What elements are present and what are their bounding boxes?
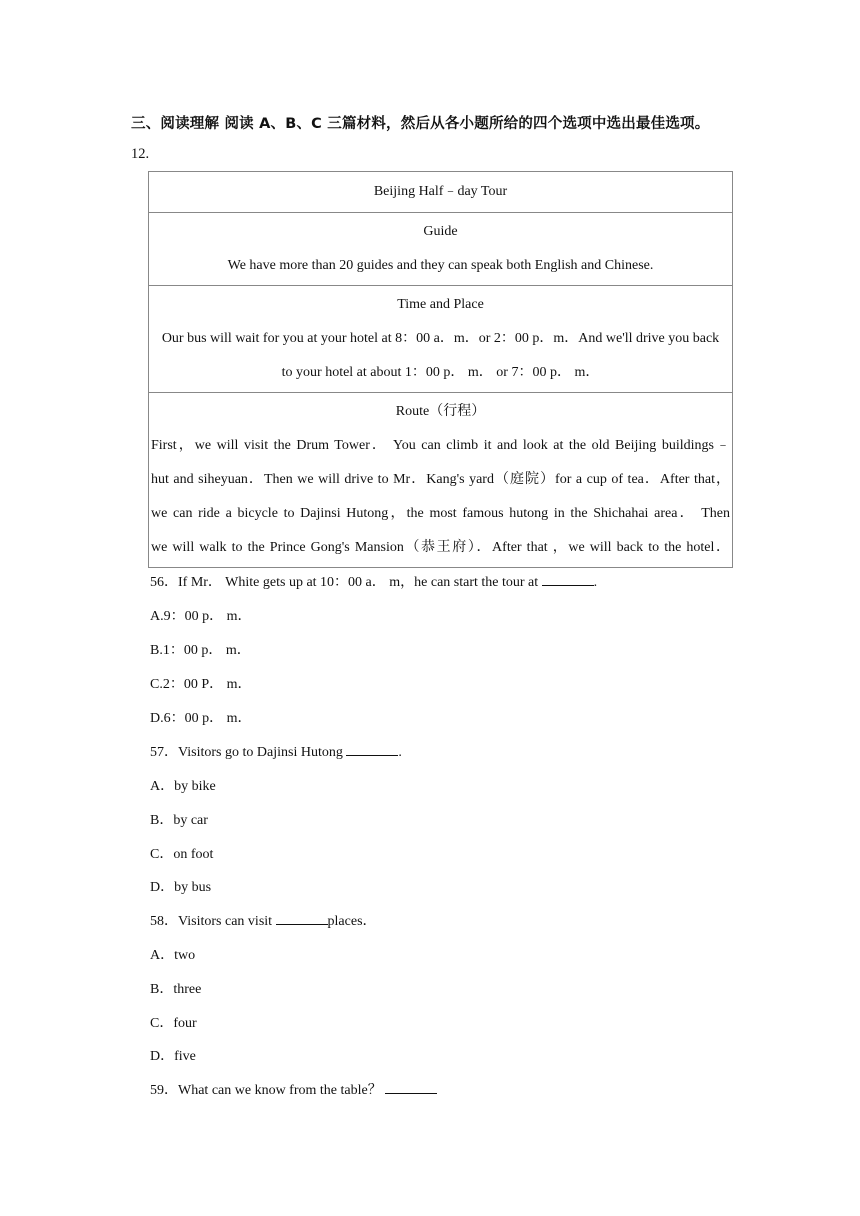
route-line: hut and siheyuan．Then we will drive to Mr．Kang's yard（庭院）for a cup of tea．After that， [151,472,730,487]
option-b: B．by car [150,813,208,828]
option-a: A.9：00 p． m． [150,609,252,624]
question-59-stem: 59．What can we know from the table？ [150,1079,437,1099]
guide-line: We have more than 20 guides and they can speak both English and Chinese. [227,258,654,273]
guide-heading: Guide [423,224,458,239]
option-c: C.2：00 P． m． [150,677,252,692]
question-56-stem: 56．If Mr． White gets up at 10：00 a． m，he can start the tour at . [150,575,598,590]
answer-blank [346,743,398,756]
route-heading: Route（行程） [395,404,486,419]
time-line: Our bus will wait for you at your hotel at 8：00 a．m．or 2：00 p．m．And we'll drive you back [161,331,720,346]
option-b: B．three [150,982,202,997]
option-c: C．four [150,1016,197,1031]
route-text [151,429,730,565]
time-heading: Time and Place [397,297,484,312]
time-text [151,322,730,390]
section-heading: 三、阅读理解 阅读 A、B、C 三篇材料，然后从各小题所给的四个选项中选出最佳选项。 [131,116,710,132]
guide-cell [149,213,733,286]
time-cell [149,286,733,393]
tour-info-table [148,171,733,568]
answer-blank [385,1081,437,1094]
question-58-stem: 58．Visitors can visit places． [150,914,377,929]
time-line: to your hotel at about 1：00 p． m． or 7：00 p． m． [281,365,600,380]
guide-text [151,249,730,283]
option-d: D．five [150,1049,196,1064]
answer-blank [276,912,328,925]
option-c: C．on foot [150,847,214,862]
route-line: First，we will visit the Drum Tower． You can climb it and look at the old Beijing buildings﹣ [151,438,730,453]
option-d: D.6：00 p． m． [150,711,252,726]
option-b: B.1：00 p． m． [150,643,251,658]
answer-blank [542,573,594,586]
route-cell [149,393,733,568]
question-57-stem: 57．Visitors go to Dajinsi Hutong . [150,745,402,760]
option-a: A．by bike [150,779,216,794]
option-a: A．two [150,948,196,963]
question-number: 12. [131,146,150,162]
route-line: we can ride a bicycle to Dajinsi Hutong，the most famous hutong in the Shichahai area． Then [151,506,730,521]
option-d: D．by bus [150,880,212,895]
route-line: we will walk to the Prince Gong's Mansion（恭王府）．After that ，we will back to the hotel． [151,540,730,555]
table-title: Beijing Half﹣day Tour [149,172,733,213]
